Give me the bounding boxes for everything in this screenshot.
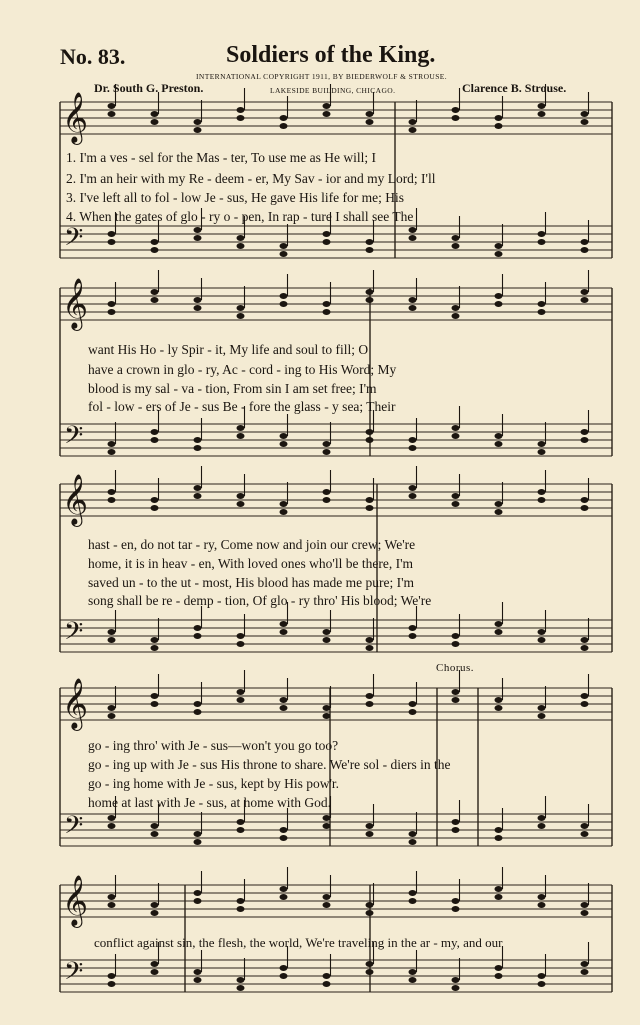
bass-staff (60, 814, 612, 846)
note-head (366, 910, 374, 916)
note-head (581, 645, 589, 651)
note-head (108, 111, 116, 117)
bass-staff (60, 960, 612, 992)
lyric-line: have a crown in glo - ry, Ac - cord - ing to His Word; My (88, 362, 397, 377)
note-head (151, 429, 159, 435)
note-head (194, 890, 202, 896)
note-head (538, 301, 546, 307)
lyric-line: song shall be re - demp - tion, Of glo - ry thro' His blood; We're (88, 593, 432, 608)
note-head (538, 111, 546, 117)
note-head (108, 489, 116, 495)
note-head (323, 637, 331, 643)
note-head (151, 701, 159, 707)
note-head (323, 823, 331, 829)
note-head (366, 247, 374, 253)
note-head (323, 902, 331, 908)
note-head (366, 961, 374, 967)
note-head (366, 437, 374, 443)
note-head (280, 243, 288, 249)
note-head (280, 441, 288, 447)
treble-clef-icon: 𝄞 (62, 278, 89, 329)
note-head (323, 705, 331, 711)
note-head (409, 493, 417, 499)
note-head (452, 641, 460, 647)
note-head (495, 509, 503, 515)
lyric-line: go - ing home with Je - sus, kept by His pow'r. (88, 776, 340, 791)
note-head (366, 645, 374, 651)
note-head (323, 111, 331, 117)
note-head (280, 293, 288, 299)
note-head (151, 505, 159, 511)
note-head (409, 977, 417, 983)
note-head (151, 961, 159, 967)
note-head (151, 902, 159, 908)
note-head (538, 103, 546, 109)
note-head (366, 505, 374, 511)
note-head (323, 309, 331, 315)
note-head (194, 297, 202, 303)
note-head (108, 894, 116, 900)
note-head (409, 831, 417, 837)
note-head (409, 485, 417, 491)
note-head (108, 705, 116, 711)
note-head (581, 701, 589, 707)
note-head (280, 501, 288, 507)
lyricist-credit: Dr. South G. Preston. (94, 81, 204, 95)
note-head (323, 231, 331, 237)
note-head (194, 839, 202, 845)
note-head (151, 289, 159, 295)
publisher-address: LAKESIDE BUILDING, CHICAGO. (270, 86, 396, 95)
note-head (452, 689, 460, 695)
note-head (151, 693, 159, 699)
note-head (538, 497, 546, 503)
note-head (452, 425, 460, 431)
composer-credit: Clarence B. Strouse. (462, 81, 567, 95)
note-head (366, 239, 374, 245)
hymn-title: Soldiers of the King. (226, 42, 436, 68)
note-head (409, 127, 417, 133)
note-head (581, 637, 589, 643)
note-head (237, 819, 245, 825)
note-head (495, 301, 503, 307)
note-head (151, 645, 159, 651)
note-head (151, 437, 159, 443)
note-head (323, 103, 331, 109)
note-head (538, 894, 546, 900)
note-head (194, 127, 202, 133)
note-head (280, 827, 288, 833)
note-head (280, 705, 288, 711)
note-head (452, 243, 460, 249)
note-head (280, 629, 288, 635)
note-head (151, 247, 159, 253)
note-head (538, 713, 546, 719)
lyric-line: 4. When the gates of glo - ry o - pen, In rap - ture I shall see The (66, 209, 414, 224)
note-head (452, 633, 460, 639)
note-head (280, 509, 288, 515)
note-head (151, 910, 159, 916)
note-head (323, 441, 331, 447)
note-head (452, 107, 460, 113)
bass-staff (60, 620, 612, 652)
note-head (237, 985, 245, 991)
note-head (538, 637, 546, 643)
note-head (538, 902, 546, 908)
note-head (409, 701, 417, 707)
note-head (280, 886, 288, 892)
note-head (581, 961, 589, 967)
treble-clef-icon: 𝄞 (62, 678, 89, 729)
note-head (452, 305, 460, 311)
note-head (538, 449, 546, 455)
note-head (452, 977, 460, 983)
note-head (409, 297, 417, 303)
note-head (581, 902, 589, 908)
note-head (280, 894, 288, 900)
note-head (452, 493, 460, 499)
treble-staff (60, 484, 612, 516)
note-head (108, 823, 116, 829)
lyric-line: want His Ho - ly Spir - it, My life and soul to fill; O (88, 342, 369, 357)
note-head (237, 107, 245, 113)
note-head (495, 973, 503, 979)
bass-clef-icon: 𝄢 (64, 811, 84, 846)
note-head (581, 247, 589, 253)
note-head (237, 633, 245, 639)
note-head (323, 489, 331, 495)
note-head (495, 697, 503, 703)
lyric-line: 2. I'm an heir with my Re - deem - er, My Sav - ior and my Lord; I'll (66, 171, 436, 186)
note-head (409, 625, 417, 631)
lyric-line: go - ing up with Je - sus His throne to share. We're sol - diers in the (88, 757, 451, 772)
note-head (280, 301, 288, 307)
note-head (366, 902, 374, 908)
note-head (323, 973, 331, 979)
note-head (151, 497, 159, 503)
note-head (108, 449, 116, 455)
note-head (194, 898, 202, 904)
note-head (581, 429, 589, 435)
note-head (452, 501, 460, 507)
note-head (108, 902, 116, 908)
note-head (237, 689, 245, 695)
note-head (323, 981, 331, 987)
note-head (194, 119, 202, 125)
lyric-line: saved un - to the ut - most, His blood has made me pure; I'm (88, 575, 414, 590)
note-head (452, 819, 460, 825)
note-head (366, 119, 374, 125)
note-head (538, 489, 546, 495)
note-head (108, 231, 116, 237)
note-head (581, 437, 589, 443)
note-head (237, 493, 245, 499)
note-head (194, 493, 202, 499)
note-head (108, 103, 116, 109)
hymn-number: No. 83. (60, 44, 126, 69)
note-head (581, 297, 589, 303)
note-head (409, 709, 417, 715)
note-head (280, 251, 288, 257)
note-head (366, 111, 374, 117)
note-head (366, 429, 374, 435)
note-head (237, 501, 245, 507)
note-head (495, 115, 503, 121)
note-head (108, 815, 116, 821)
note-head (581, 497, 589, 503)
note-head (366, 693, 374, 699)
note-head (581, 831, 589, 837)
note-head (452, 827, 460, 833)
note-head (194, 633, 202, 639)
note-head (495, 629, 503, 635)
note-head (495, 243, 503, 249)
note-head (366, 637, 374, 643)
note-head (366, 497, 374, 503)
bass-staff (60, 424, 612, 456)
note-head (538, 705, 546, 711)
note-head (366, 823, 374, 829)
note-head (581, 111, 589, 117)
note-head (323, 239, 331, 245)
note-head (495, 705, 503, 711)
note-head (108, 497, 116, 503)
note-head (538, 441, 546, 447)
note-head (581, 239, 589, 245)
note-head (538, 973, 546, 979)
note-head (237, 906, 245, 912)
note-head (237, 977, 245, 983)
note-head (237, 313, 245, 319)
note-head (280, 123, 288, 129)
note-head (194, 969, 202, 975)
treble-clef-icon: 𝄞 (62, 92, 89, 143)
note-head (280, 697, 288, 703)
note-head (151, 297, 159, 303)
note-head (581, 823, 589, 829)
note-head (538, 823, 546, 829)
note-head (495, 433, 503, 439)
note-head (409, 235, 417, 241)
note-head (151, 111, 159, 117)
note-head (194, 445, 202, 451)
note-head (452, 906, 460, 912)
note-head (151, 239, 159, 245)
note-head (495, 894, 503, 900)
note-head (581, 969, 589, 975)
note-head (280, 835, 288, 841)
note-head (237, 115, 245, 121)
note-head (280, 973, 288, 979)
note-head (108, 973, 116, 979)
note-head (495, 621, 503, 627)
note-head (237, 827, 245, 833)
note-head (194, 709, 202, 715)
chorus-label: Chorus. (436, 662, 475, 674)
note-head (194, 701, 202, 707)
note-head (323, 629, 331, 635)
note-head (194, 977, 202, 983)
note-head (495, 886, 503, 892)
note-head (194, 625, 202, 631)
note-head (495, 441, 503, 447)
note-head (366, 831, 374, 837)
note-head (323, 894, 331, 900)
note-head (495, 501, 503, 507)
note-head (452, 115, 460, 121)
note-head (194, 305, 202, 311)
lyric-line: 1. I'm a ves - sel for the Mas - ter, To use me as He will; I (66, 150, 376, 165)
note-head (409, 890, 417, 896)
treble-clef-icon: 𝄞 (62, 474, 89, 525)
note-head (495, 835, 503, 841)
note-head (409, 445, 417, 451)
note-head (194, 485, 202, 491)
note-head (323, 449, 331, 455)
note-head (538, 981, 546, 987)
note-head (495, 827, 503, 833)
note-head (452, 235, 460, 241)
note-head (151, 823, 159, 829)
lyric-line: home, it is in heav - en, With loved ones who'll be there, I'm (88, 556, 414, 571)
note-head (108, 239, 116, 245)
note-head (409, 227, 417, 233)
note-head (323, 301, 331, 307)
lyric-line: 3. I've left all to fol - low Je - sus, He gave His life for me; His (66, 190, 404, 205)
note-head (108, 309, 116, 315)
note-head (452, 985, 460, 991)
note-head (452, 313, 460, 319)
bass-clef-icon: 𝄢 (64, 957, 84, 992)
bass-clef-icon: 𝄢 (64, 223, 84, 258)
note-head (280, 433, 288, 439)
note-head (581, 119, 589, 125)
note-head (323, 497, 331, 503)
note-head (366, 297, 374, 303)
note-head (194, 235, 202, 241)
note-head (409, 305, 417, 311)
note-head (581, 910, 589, 916)
note-head (409, 839, 417, 845)
note-head (581, 505, 589, 511)
note-head (237, 697, 245, 703)
note-head (237, 641, 245, 647)
note-head (495, 251, 503, 257)
note-head (108, 713, 116, 719)
note-head (280, 965, 288, 971)
note-head (452, 898, 460, 904)
note-head (366, 289, 374, 295)
note-head (495, 123, 503, 129)
note-head (237, 433, 245, 439)
treble-staff (60, 885, 612, 917)
note-head (538, 239, 546, 245)
note-head (581, 693, 589, 699)
note-head (452, 697, 460, 703)
note-head (409, 437, 417, 443)
note-head (237, 243, 245, 249)
note-head (108, 441, 116, 447)
note-head (108, 981, 116, 987)
note-head (151, 831, 159, 837)
note-head (581, 289, 589, 295)
note-head (108, 637, 116, 643)
note-head (409, 969, 417, 975)
note-head (409, 633, 417, 639)
note-head (280, 115, 288, 121)
note-head (409, 119, 417, 125)
note-head (538, 815, 546, 821)
note-head (409, 898, 417, 904)
treble-staff (60, 688, 612, 720)
note-head (538, 629, 546, 635)
lyric-line: conflict against sin, the flesh, the world, We're traveling in the ar - my, and our (94, 935, 503, 950)
note-head (495, 293, 503, 299)
note-head (323, 815, 331, 821)
bass-clef-icon: 𝄢 (64, 617, 84, 652)
note-head (151, 119, 159, 125)
copyright-notice: INTERNATIONAL COPYRIGHT 1911, BY BIEDERWOLF & STROUSE. (196, 72, 448, 81)
lyric-line: home at last with Je - sus, at home with God. (88, 795, 331, 810)
note-head (280, 621, 288, 627)
lyric-line: fol - low - ers of Je - sus Be - fore the glass - y sea; Their (88, 399, 396, 414)
lyric-line: hast - en, do not tar - ry, Come now and join our crew; We're (88, 537, 416, 552)
note-head (538, 231, 546, 237)
note-head (366, 969, 374, 975)
note-head (452, 433, 460, 439)
treble-staff (60, 102, 612, 134)
note-head (151, 637, 159, 643)
bass-staff (60, 226, 612, 258)
note-head (237, 305, 245, 311)
note-head (366, 701, 374, 707)
note-head (108, 301, 116, 307)
note-head (323, 713, 331, 719)
note-head (108, 629, 116, 635)
lyric-line: blood is my sal - va - tion, From sin I am set free; I'm (88, 381, 377, 396)
note-head (538, 309, 546, 315)
lyric-line: go - ing thro' with Je - sus—won't you go too? (88, 738, 339, 753)
note-head (237, 425, 245, 431)
treble-staff (60, 288, 612, 320)
note-head (151, 969, 159, 975)
note-head (194, 227, 202, 233)
bass-clef-icon: 𝄢 (64, 421, 84, 456)
note-head (237, 235, 245, 241)
note-head (495, 965, 503, 971)
note-head (194, 437, 202, 443)
treble-clef-icon: 𝄞 (62, 875, 89, 926)
note-head (237, 898, 245, 904)
note-head (194, 831, 202, 837)
